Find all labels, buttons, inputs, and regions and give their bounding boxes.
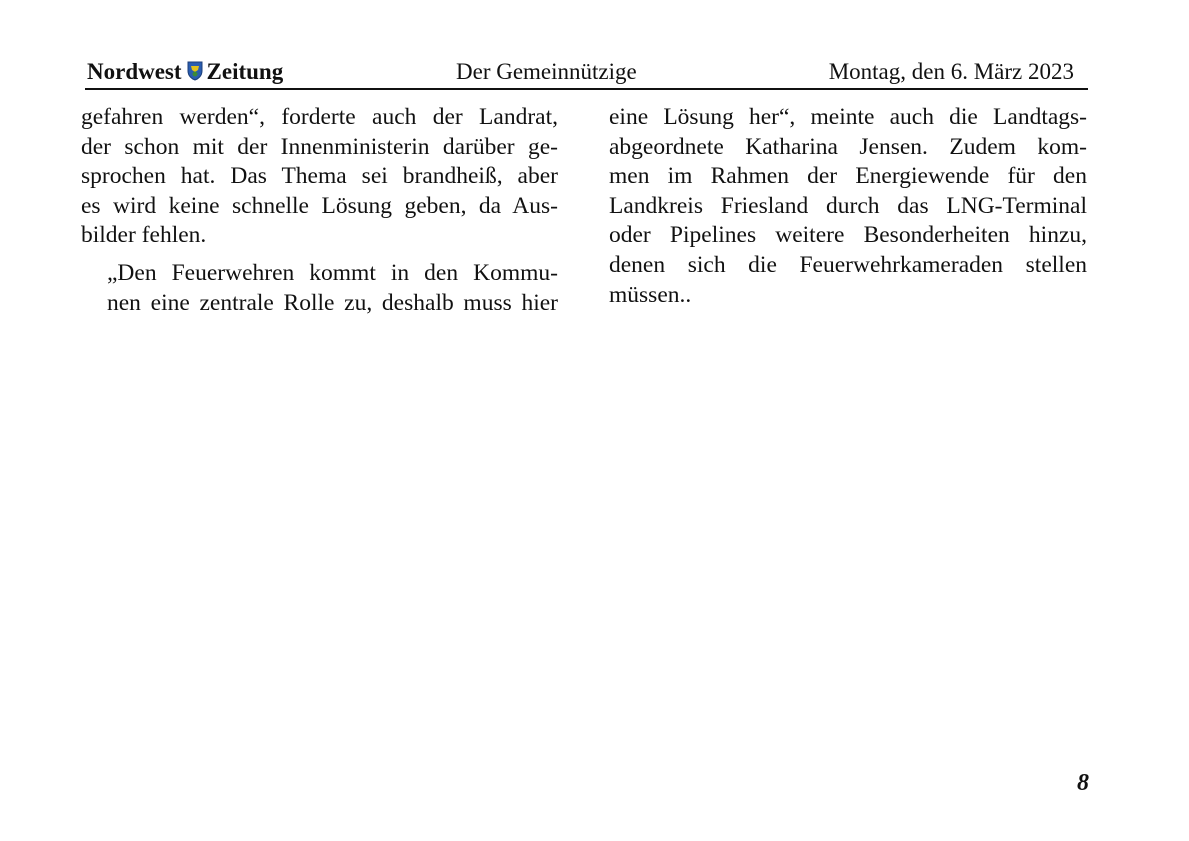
brand-name-right: Zeitung [206,59,284,84]
newspaper-brand [87,59,283,87]
text-line: Landkreis Friesland durch das LNG-Terminal [609,192,1087,219]
text-line: der schon mit der Innenministerin darüber ge- [81,133,558,160]
text-line: bilder fehlen. [81,222,207,249]
text-line: „Den Feuerwehren kommt in den Kommu- [107,259,558,286]
article-column-left [81,103,558,318]
newspaper-header [85,58,1088,90]
paragraph [81,259,558,318]
paragraph [609,103,1087,310]
text-line: abgeordnete Katharina Jensen. Zudem kom- [609,133,1087,160]
text-line: eine Lösung her“, meinte auch die Landtags- [609,104,1087,130]
article-column-right [609,103,1087,310]
text-line: oder Pipelines weitere Besonderheiten hinzu, [609,222,1087,249]
text-line: nen eine zentrale Rolle zu, deshalb muss hier [107,289,558,316]
publication-name: Der Gemeinnützige [456,59,637,84]
paragraph [81,103,558,251]
text-line: es wird keine schnelle Lösung geben, da Aus- [81,192,558,219]
publication-date: Montag, den 6. März 2023 [828,59,1074,84]
text-line: sprochen hat. Das Thema sei brandheiß, aber [81,163,558,190]
text-line: müssen.. [609,281,692,308]
text-line: men im Rahmen der Energiewende für den [609,163,1087,190]
text-line: gefahren werden“, forderte auch der Landrat, [81,104,558,130]
text-line: denen sich die Feuerwehrkameraden stellen [609,251,1087,278]
brand-name-left: Nordwest [87,59,182,84]
page-number: 8 [1077,770,1089,796]
coat-of-arms-icon [187,61,203,87]
